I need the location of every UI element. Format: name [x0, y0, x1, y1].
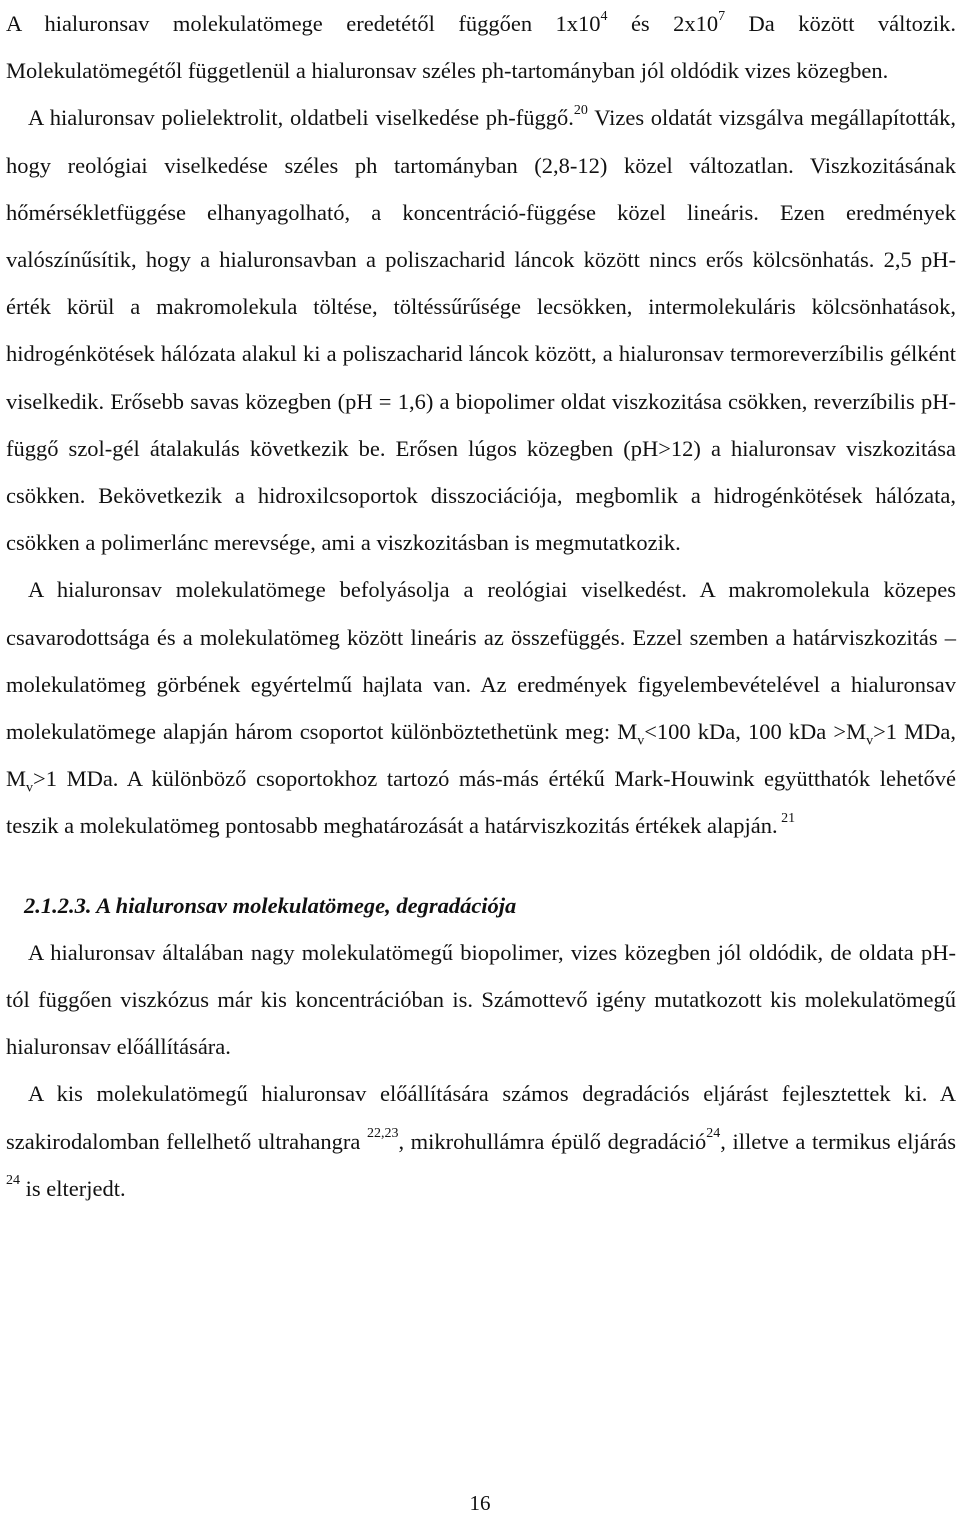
page-number: 16	[469, 1491, 491, 1515]
section-number: 2.1.2.3.	[24, 892, 92, 918]
text-run: és 2x10	[607, 11, 719, 36]
reference-superscript: 24	[706, 1126, 721, 1142]
text-run: <100 kDa, 100 kDa >M	[644, 719, 867, 745]
reference-superscript: 24	[6, 1173, 20, 1189]
text-run: >1 MDa, M	[6, 719, 957, 792]
text-run: A hialuronsav molekulatömege eredetétől függően 1x10	[6, 11, 601, 36]
paragraph-polyelectrolyte	[6, 94, 956, 566]
text-run: , mikrohullámra épülő degradáció	[398, 1128, 707, 1154]
paragraph-degradation-methods	[6, 1070, 956, 1212]
paragraph-general-properties	[6, 929, 956, 1071]
superscript: 7	[718, 8, 726, 24]
paragraph-rheology	[6, 566, 956, 849]
subscript: v	[866, 733, 874, 749]
text-run: , illetve a termikus eljárás	[720, 1128, 956, 1154]
section-title: A hialuronsav molekulatömege, degradációja	[91, 892, 517, 918]
subscript: v	[637, 733, 645, 749]
subscript: v	[26, 780, 34, 796]
reference-superscript: 22,23	[366, 1126, 399, 1142]
document-page	[6, 0, 956, 1212]
text-run: A hialuronsav molekulatömege befolyásolja a reológiai viselkedést. A makromolekula közepes csavarodottsága és a molekulatömeg között lineáris az összefüggés. Ezzel szemben a határviszkozitás – molekulatömeg görbének egyértelmű hajlata van. Az eredmények figyelembevételével a hialuronsav molekulatömege alapján három csoportot különböztethetünk meg: M	[6, 577, 956, 745]
text-run: A hialuronsav polielektrolit, oldatbeli viselkedése ph-függő.	[28, 105, 574, 131]
text-run: is elterjedt.	[20, 1175, 126, 1201]
reference-superscript: 20	[573, 102, 588, 118]
superscript: 4	[600, 8, 608, 24]
spacer	[6, 850, 956, 882]
reference-superscript: 21	[777, 810, 796, 826]
text-run: Da között változik. Molekulatömegétől függetlenül a hialuronsav széles ph-tartományban jól oldódik vizes közegben.	[6, 11, 956, 84]
section-heading	[6, 882, 956, 929]
text-run: A hialuronsav általában nagy molekulatömegű biopolimer, vizes közegben jól oldódik, de oldata pH-tól függően viszkózus már kis koncentrációban is. Számottevő igény mutatkozott kis molekulatömegű hialuronsav előállítására.	[6, 939, 956, 1060]
text-run: >1 MDa. A különböző csoportokhoz tartozó más-más értékű Mark-Houwink együtthatók lehetővé teszik a molekulatömeg pontosabb meghatározását a határviszkozitás értékek alapján.	[6, 766, 956, 839]
text-run: A kis molekulatömegű hialuronsav előállítására számos degradációs eljárást fejlesztettek ki. A szakirodalomban fellelhető ultrahangra	[6, 1081, 956, 1154]
paragraph-molecular-weight-range	[6, 0, 956, 94]
text-run: Vizes oldatát vizsgálva megállapították, hogy reológiai viselkedése széles ph tartományban (2,8-12) közel változatlan. Viszkozitásának hőmérsékletfüggése elhanyagolható, a koncentráció-függése közel lineáris. Ezen eredmények valószínűsítik, hogy a hialuronsavban a poliszacharid láncok között nincs erős kölcsönhatás. 2,5 pH-érték körül a makromolekula töltése, töltéssűrűsége lecsökken, intermolekuláris kölcsönhatások, hidrogénkötések hálózata alakul ki a poliszacharid láncok között, a hialuronsav termoreverzíbilis gélként viselkedik. Erősebb savas közegben (pH = 1,6) a biopolimer oldat viszkozitása csökken, reverzíbilis pH-függő szol-gél átalakulás következik be. Erősen lúgos közegben (pH>12) a hialuronsav viszkozitása csökken. Bekövetkezik a hidroxilcsoportok disszociációja, megbomlik a hidrogénkötések hálózata, csökken a polimerlánc merevsége, ami a viszkozitásban is megmutatkozik.	[6, 105, 956, 556]
